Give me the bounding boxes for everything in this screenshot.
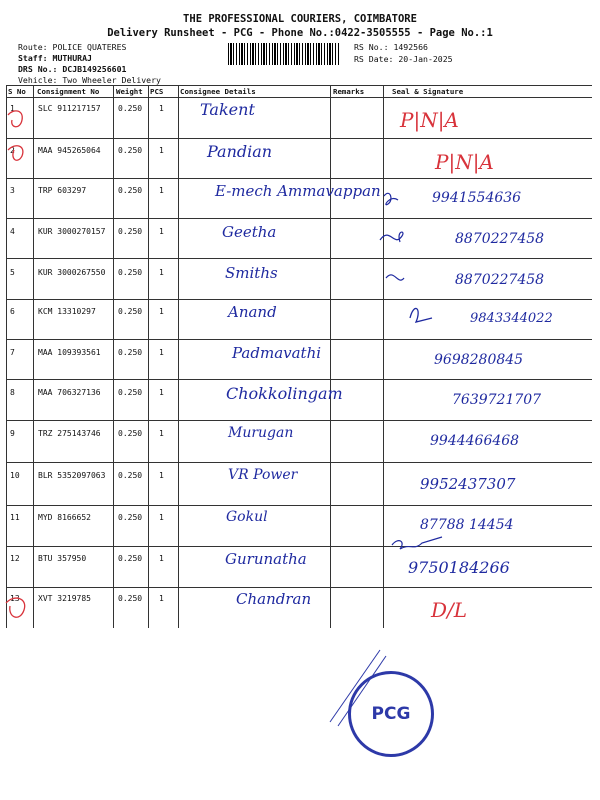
row-weight: 0.250 bbox=[118, 186, 143, 195]
row-signature: 9944466468 bbox=[430, 433, 520, 449]
row-consignment: MYD 8166652 bbox=[38, 513, 91, 522]
row-consignee-handwritten: Padmavathi bbox=[232, 344, 322, 362]
vehicle-line: Vehicle: Two Wheeler Delivery bbox=[18, 75, 161, 85]
col-weight: Weight bbox=[116, 87, 143, 96]
row-signature: 9750184266 bbox=[408, 558, 510, 577]
runsheet-subtitle: Delivery Runsheet - PCG - Phone No.:0422-3505555 - Page No.:1 bbox=[107, 27, 493, 39]
col-sno: S No bbox=[8, 87, 26, 96]
row-pcs: 1 bbox=[159, 429, 164, 438]
row-pcs: 1 bbox=[159, 594, 164, 603]
row-sno: 2 bbox=[10, 146, 15, 155]
row-pcs: 1 bbox=[159, 554, 164, 563]
row-signature: 7639721707 bbox=[452, 392, 542, 408]
row-signature: P|N|A bbox=[400, 108, 459, 132]
row-sno: 13 bbox=[10, 594, 20, 603]
row-weight: 0.250 bbox=[118, 307, 143, 316]
row-consignee-handwritten: Chandran bbox=[236, 590, 312, 608]
row-signature: 87788 14454 bbox=[420, 517, 514, 533]
row-weight: 0.250 bbox=[118, 146, 143, 155]
row-weight: 0.250 bbox=[118, 513, 143, 522]
row-consignee-handwritten: Chokkolingam bbox=[226, 384, 343, 403]
row-sno: 12 bbox=[10, 554, 20, 563]
row-consignee-handwritten: Geetha bbox=[222, 223, 277, 241]
col-remarks: Remarks bbox=[333, 87, 365, 96]
row-sno: 10 bbox=[10, 471, 20, 480]
row-signature: 8870227458 bbox=[455, 231, 545, 247]
row-sno: 4 bbox=[10, 227, 15, 236]
col-signature: Seal & Signature bbox=[392, 87, 464, 96]
row-pcs: 1 bbox=[159, 146, 164, 155]
row-pcs: 1 bbox=[159, 513, 164, 522]
row-weight: 0.250 bbox=[118, 594, 143, 603]
row-consignment: MAA 945265064 bbox=[38, 146, 101, 155]
row-pcs: 1 bbox=[159, 388, 164, 397]
row-sno: 11 bbox=[10, 513, 20, 522]
row-consignee-handwritten: Gurunatha bbox=[225, 550, 307, 568]
row-consignee-handwritten: Gokul bbox=[226, 509, 268, 525]
company-title: THE PROFESSIONAL COURIERS, COIMBATORE bbox=[183, 13, 417, 25]
route-line: Route: POLICE QUATERES bbox=[18, 42, 127, 52]
row-weight: 0.250 bbox=[118, 104, 143, 113]
row-consignment: BLR 5352097063 bbox=[38, 471, 106, 480]
row-signature: 8870227458 bbox=[455, 272, 545, 288]
row-pcs: 1 bbox=[159, 348, 164, 357]
row-weight: 0.250 bbox=[118, 227, 143, 236]
row-sno: 7 bbox=[10, 348, 15, 357]
col-pcs: PCS bbox=[150, 87, 164, 96]
row-weight: 0.250 bbox=[118, 268, 143, 277]
row-signature: D/L bbox=[431, 598, 468, 622]
row-sno: 1 bbox=[10, 104, 15, 113]
row-consignment: KCM 13310297 bbox=[38, 307, 96, 316]
row-consignment: SLC 911217157 bbox=[38, 104, 101, 113]
row-sno: 6 bbox=[10, 307, 15, 316]
row-sno: 5 bbox=[10, 268, 15, 277]
row-weight: 0.250 bbox=[118, 471, 143, 480]
row-consignee-handwritten: VR Power bbox=[228, 467, 298, 483]
row-consignment: KUR 3000267550 bbox=[38, 268, 106, 277]
row-signature: 9941554636 bbox=[432, 190, 522, 206]
row-consignee-handwritten: Murugan bbox=[228, 425, 294, 441]
row-consignee-handwritten: Pandian bbox=[207, 142, 273, 161]
row-sno: 3 bbox=[10, 186, 15, 195]
row-sno: 8 bbox=[10, 388, 15, 397]
row-pcs: 1 bbox=[159, 307, 164, 316]
row-consignment: KUR 3000270157 bbox=[38, 227, 106, 236]
row-pcs: 1 bbox=[159, 186, 164, 195]
row-consignment: BTU 357950 bbox=[38, 554, 87, 563]
staff-line: Staff: MUTHURAJ bbox=[18, 53, 92, 63]
drs-line: DRS No.: DCJB149256601 bbox=[18, 64, 127, 74]
row-consignee-handwritten: E-mech Ammavappan bbox=[215, 182, 381, 200]
row-pcs: 1 bbox=[159, 268, 164, 277]
row-weight: 0.250 bbox=[118, 388, 143, 397]
row-consignment: TRZ 275143746 bbox=[38, 429, 101, 438]
col-consignment: Consignment No bbox=[37, 87, 100, 96]
row-sno: 9 bbox=[10, 429, 15, 438]
row-consignment: MAA 706327136 bbox=[38, 388, 101, 397]
row-pcs: 1 bbox=[159, 471, 164, 480]
pcg-seal: PCG bbox=[348, 671, 434, 757]
row-pcs: 1 bbox=[159, 227, 164, 236]
row-weight: 0.250 bbox=[118, 429, 143, 438]
row-signature: 9843344022 bbox=[470, 311, 553, 326]
row-consignment: MAA 109393561 bbox=[38, 348, 101, 357]
row-signature: 9698280845 bbox=[434, 352, 524, 368]
row-consignment: TRP 603297 bbox=[38, 186, 87, 195]
row-weight: 0.250 bbox=[118, 554, 143, 563]
row-consignment: XVT 3219785 bbox=[38, 594, 91, 603]
row-consignee-handwritten: Smiths bbox=[225, 264, 278, 282]
row-signature: 9952437307 bbox=[420, 475, 516, 493]
row-consignee-handwritten: Anand bbox=[228, 303, 277, 321]
row-pcs: 1 bbox=[159, 104, 164, 113]
col-consignee: Consignee Details bbox=[180, 87, 256, 96]
rs-date-line: RS Date: 20-Jan-2025 bbox=[354, 54, 453, 64]
rs-no-line: RS No.: 1492566 bbox=[354, 42, 428, 52]
row-consignee-handwritten: Takent bbox=[200, 100, 255, 119]
row-signature: P|N|A bbox=[435, 150, 494, 174]
row-weight: 0.250 bbox=[118, 348, 143, 357]
